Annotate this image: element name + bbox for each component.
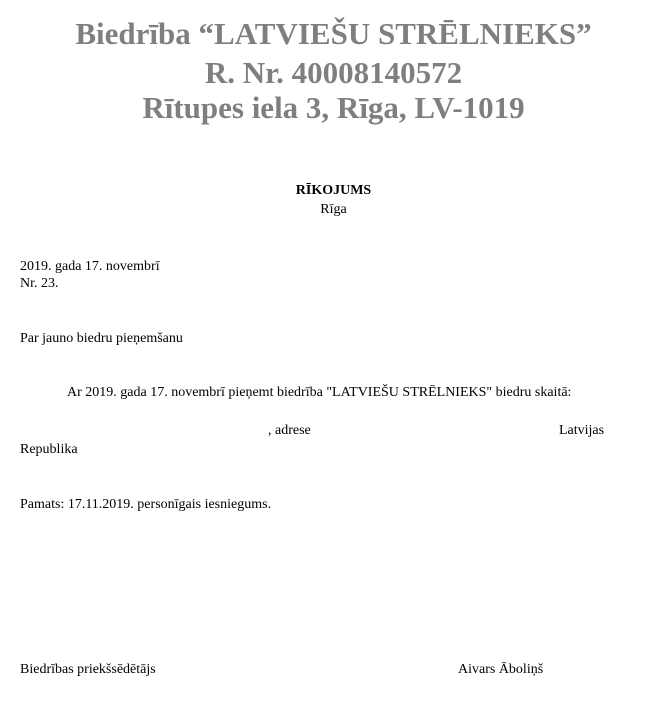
organization-name: Biedrība “LATVIEŠU STRĒLNIEKS”: [75, 16, 592, 51]
signature-role: Biedrības priekšsēdētājs: [20, 662, 156, 677]
document-basis: Pamats: 17.11.2019. personīgais iesniegums.: [20, 497, 272, 512]
document-date: 2019. gada 17. novembrī: [20, 259, 160, 274]
member-country-part1: Latvijas: [559, 423, 605, 438]
member-country-part2: Republika: [20, 442, 78, 457]
document-number: Nr. 23.: [20, 276, 59, 291]
organization-address: Rītupes iela 3, Rīga, LV-1019: [142, 90, 525, 125]
registration-number: R. Nr. 40008140572: [204, 55, 463, 90]
body-sentence: Ar 2019. gada 17. novembrī pieņemt biedrība "LATVIEŠU STRĒLNIEKS" biedru skaitā:: [67, 385, 572, 400]
document-subject: Par jauno biedru pieņemšanu: [20, 331, 183, 346]
document-title: RĪKOJUMS: [295, 183, 372, 198]
member-address-label: , adrese: [268, 423, 311, 438]
signature-name: Aivars Ābоliņš: [458, 662, 544, 677]
document-city: Rīga: [320, 202, 347, 217]
